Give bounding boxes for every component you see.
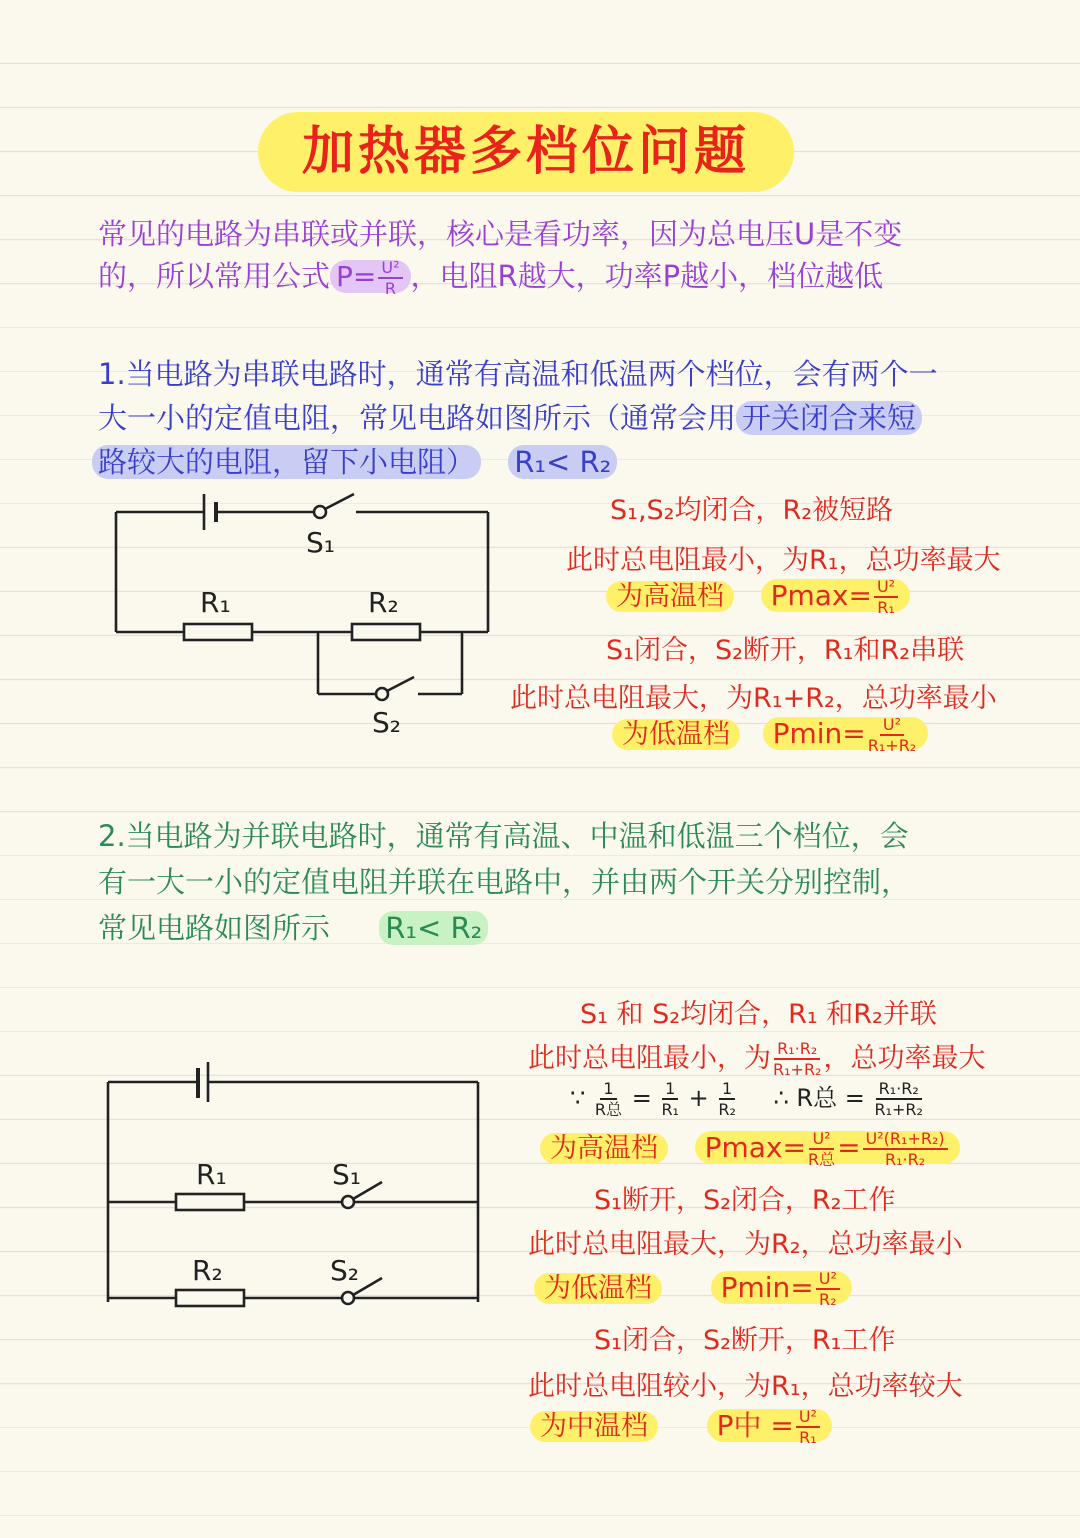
intro-line-2-text: 的，所以常用公式 — [98, 259, 331, 293]
resistor-r1 — [184, 624, 252, 640]
s2-case-a-title: S₁ 和 S₂均闭合，R₁ 和R₂并联 — [580, 999, 937, 1030]
s1-gear-low: 为低温档 — [612, 719, 740, 750]
s1-case-a-desc: 此时总电阻最小，为R₁，总功率最大 — [566, 545, 1001, 576]
therefore-text: ∴ R总 = — [773, 1084, 865, 1112]
fraction-numerator: 1 — [719, 1081, 735, 1100]
formula-numerator: U² — [880, 717, 904, 736]
formula-numerator: U² — [378, 260, 402, 279]
s1-pmin-formula — [763, 714, 929, 755]
s1-case-b-title: S₁闭合，S₂断开，R₁和R₂串联 — [606, 635, 965, 666]
fraction-denominator: R₂ — [718, 1099, 736, 1119]
formula-denominator: R总 — [807, 1149, 836, 1169]
section1-line-2 — [98, 396, 922, 437]
resistor-r1-label: R₁ — [200, 586, 231, 619]
power-formula — [330, 257, 410, 298]
formula-p: P= — [336, 260, 377, 293]
formula-lhs: P中 = — [716, 1409, 794, 1442]
section1-relation: R₁< R₂ — [508, 445, 617, 479]
formula-denominator: R₁+R₂ — [867, 735, 917, 755]
switch-s1-label: S₁ — [306, 526, 335, 559]
switch-s1-label: S₁ — [332, 1158, 361, 1191]
s2-pmid-formula — [707, 1406, 832, 1447]
s2-case-b-title: S₁断开，S₂闭合，R₂工作 — [594, 1185, 896, 1216]
formula-denominator: R₁·R₂ — [885, 1149, 926, 1169]
switch-contact — [314, 506, 326, 518]
s2-case-b-result — [534, 1266, 852, 1308]
because-symbol: ∵ — [570, 1084, 586, 1112]
formula-denominator: R₁ — [799, 1427, 817, 1447]
formula-lhs: Pmax= — [770, 579, 872, 612]
section1-line-3 — [92, 440, 617, 481]
fraction-numerator: R₁·R₂ — [774, 1041, 820, 1060]
formula-fraction — [807, 1128, 836, 1169]
equals-sign: = — [837, 1131, 861, 1164]
formula-fraction-2 — [863, 1128, 948, 1169]
s1-case-a-result — [606, 574, 910, 616]
s1-case-a-title: S₁,S₂均闭合，R₂被短路 — [610, 495, 894, 526]
formula-fraction — [874, 576, 898, 617]
formula-fraction — [378, 257, 402, 298]
s2-case-a-result — [540, 1126, 960, 1168]
desc-text: 此时总电阻最小，为 — [528, 1043, 771, 1074]
formula-denominator: R₂ — [819, 1289, 837, 1309]
fraction — [594, 1078, 623, 1119]
fraction — [718, 1078, 736, 1119]
formula-fraction — [816, 1268, 840, 1309]
fraction-numerator: 1 — [662, 1081, 678, 1100]
formula-numerator: U² — [874, 579, 898, 598]
s1-case-b-result — [612, 712, 928, 754]
s2-case-a-desc — [528, 1036, 985, 1078]
resistor-r2 — [352, 624, 420, 640]
s2-case-c-result — [530, 1404, 832, 1446]
resistor-r2-label: R₂ — [368, 586, 399, 619]
s2-gear-mid: 为中温档 — [530, 1411, 658, 1442]
resistor-r2 — [176, 1290, 244, 1306]
switch-contact — [376, 688, 388, 700]
section1-line-2-text: 大一小的定值电阻，常见电路如图所示（通常会用 — [98, 401, 737, 435]
fraction-numerator: R₁·R₂ — [876, 1081, 922, 1100]
section1-highlight-2: 路较大的电阻，留下小电阻） — [92, 445, 481, 479]
section1-highlight-1: 开关闭合来短 — [736, 401, 922, 435]
section1-line-1: 1.当电路为串联电路时，通常有高温和低温两个档位，会有两个一 — [98, 357, 938, 391]
formula-lhs: Pmax= — [704, 1131, 806, 1164]
s1-pmax-formula — [761, 576, 910, 617]
fraction-denominator: R₁+R₂ — [874, 1099, 923, 1119]
switch-s2-blade — [387, 677, 414, 691]
s2-case-b-desc: 此时总电阻最大，为R₂，总功率最小 — [528, 1229, 963, 1260]
resistor-r2-label: R₂ — [192, 1254, 223, 1287]
s2-case-c-title: S₁闭合，S₂断开，R₁工作 — [594, 1325, 896, 1356]
formula-fraction — [796, 1406, 820, 1447]
formula-numerator: U²(R₁+R₂) — [863, 1131, 948, 1150]
s2-pmin-formula — [711, 1268, 852, 1309]
s2-gear-high: 为高温档 — [540, 1133, 668, 1164]
fraction-denominator: R总 — [594, 1099, 623, 1119]
desc-text-rest: ，总功率最大 — [823, 1043, 986, 1074]
resistor-r1 — [176, 1194, 244, 1210]
section2-line-3 — [98, 906, 488, 947]
formula-numerator: U² — [809, 1131, 833, 1150]
intro-line-2 — [98, 254, 883, 297]
fraction-numerator: 1 — [600, 1081, 616, 1100]
intro-line-1: 常见的电路为串联或并联，核心是看功率，因为总电压U是不变 — [98, 217, 903, 251]
section2-line-1: 2.当电路为并联电路时，通常有高温、中温和低温三个档位，会 — [98, 819, 909, 853]
switch-s2-label: S₂ — [372, 706, 401, 739]
switch-contact — [342, 1196, 354, 1208]
formula-denominator: R — [384, 278, 396, 298]
section2-line-2: 有一大一小的定值电阻并联在电路中，并由两个开关分别控制， — [98, 865, 911, 899]
equals-sign: = — [631, 1084, 652, 1112]
formula-lhs: Pmin= — [720, 1271, 814, 1304]
section2-relation: R₁< R₂ — [379, 911, 488, 945]
parallel-circuit-diagram — [92, 1062, 492, 1312]
formula-numerator: U² — [816, 1271, 840, 1290]
fraction-denominator: R₁ — [661, 1099, 679, 1119]
resistor-r1-label: R₁ — [196, 1158, 227, 1191]
fraction — [874, 1078, 923, 1119]
switch-s2-label: S₂ — [330, 1254, 359, 1287]
formula-fraction — [867, 714, 917, 755]
plus-sign: + — [688, 1084, 709, 1112]
s1-gear-high: 为高温档 — [606, 581, 734, 612]
page-title: 加热器多档位问题 — [258, 112, 794, 192]
s2-case-c-desc: 此时总电阻较小，为R₁，总功率较大 — [528, 1371, 963, 1402]
s2-pmax-formula — [695, 1128, 960, 1169]
formula-denominator: R₁ — [877, 597, 895, 617]
parallel-resistance-fraction — [773, 1041, 821, 1078]
series-circuit-diagram — [100, 478, 510, 748]
intro-line-2-rest: ，电阻R越大，功率P越小，档位越低 — [410, 259, 884, 293]
s1-case-b-desc: 此时总电阻最大，为R₁+R₂，总功率最小 — [510, 683, 997, 714]
fraction-denominator: R₁+R₂ — [773, 1060, 822, 1079]
section2-line-3-text: 常见电路如图所示 — [98, 911, 331, 945]
formula-lhs: Pmin= — [772, 717, 866, 750]
fraction — [661, 1078, 679, 1119]
switch-s1-blade — [325, 494, 354, 509]
s2-derivation — [570, 1078, 925, 1118]
s2-gear-low: 为低温档 — [534, 1273, 662, 1304]
formula-numerator: U² — [796, 1409, 820, 1428]
switch-contact — [342, 1292, 354, 1304]
